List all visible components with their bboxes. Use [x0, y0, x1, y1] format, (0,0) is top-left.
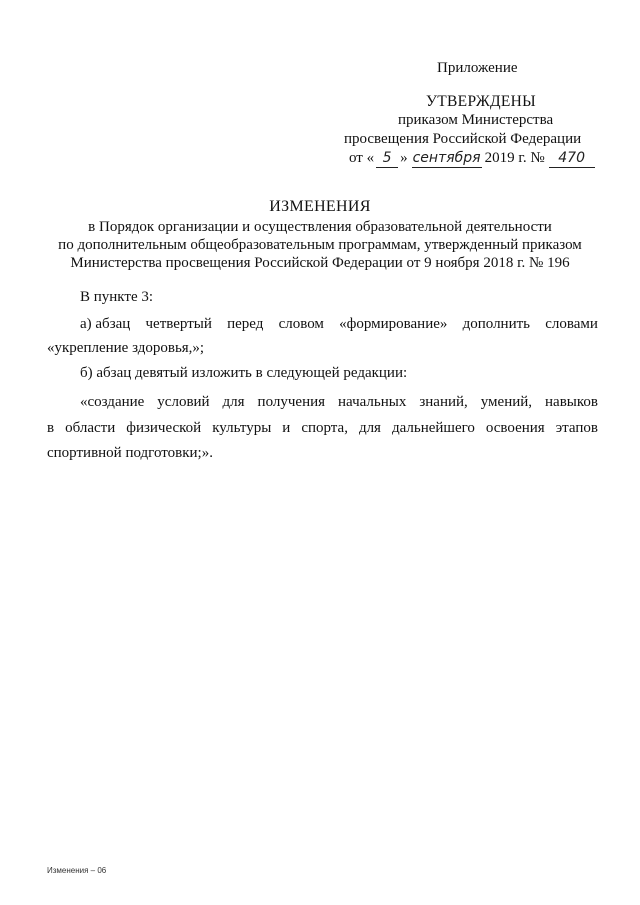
quote-line-3: спортивной подготовки;».: [47, 445, 213, 461]
word: освоения: [485, 420, 545, 436]
quote-line-2: [47, 420, 598, 437]
word: дополнить: [462, 316, 531, 332]
item-a-line-2: «укрепление здоровья,»;: [47, 340, 205, 356]
date-year: 2019 г. №: [484, 150, 545, 166]
date-prefix: от «: [349, 150, 375, 166]
item-b-paragraph: б) абзац девятый изложить в следующей редакции:: [80, 365, 408, 381]
word: словом: [278, 316, 324, 332]
word: дальнейшего: [391, 420, 475, 436]
word: условий: [157, 394, 210, 410]
footer-label: Изменения – 06: [47, 866, 107, 875]
word: навыков: [545, 394, 598, 410]
handwritten-day: 5: [376, 150, 398, 168]
date-mid: »: [400, 150, 408, 166]
word: области: [65, 420, 116, 436]
document-subtitle-line-1: в Порядок организации и осуществления образовательной деятельности: [88, 219, 552, 235]
word: в: [47, 420, 55, 436]
order-line-2: просвещения Российской Федерации: [344, 131, 582, 147]
handwritten-month: сентября: [412, 150, 481, 166]
word: четвертый: [145, 316, 212, 332]
word: перед: [227, 316, 264, 332]
handwritten-order-number: 470: [549, 150, 595, 168]
order-date-line: [349, 150, 595, 168]
word: «формирование»: [339, 316, 448, 332]
word: словами: [545, 316, 598, 332]
word: а) абзац: [80, 316, 131, 332]
word: умений,: [480, 394, 533, 410]
document-title: ИЗМЕНЕНИЯ: [269, 198, 371, 215]
word: и: [282, 420, 291, 436]
order-line-1: приказом Министерства: [398, 112, 554, 128]
word: знаний,: [419, 394, 468, 410]
word: «создание: [80, 394, 145, 410]
word: для: [222, 394, 245, 410]
word: спорта,: [301, 420, 348, 436]
quote-line-1: [80, 394, 598, 411]
word: физической: [126, 420, 202, 436]
item-a-line-1: [80, 316, 598, 333]
word: культуры: [212, 420, 272, 436]
word: для: [358, 420, 381, 436]
word: получения: [257, 394, 326, 410]
document-subtitle-line-3: Министерства просвещения Российской Федерации от 9 ноября 2018 г. № 196: [70, 255, 570, 271]
word: начальных: [338, 394, 407, 410]
approved-stamp-heading: УТВЕРЖДЕНЫ: [426, 93, 536, 110]
intro-paragraph: В пункте 3:: [80, 289, 154, 305]
word: этапов: [555, 420, 598, 436]
annex-label: Приложение: [437, 60, 518, 76]
document-subtitle-line-2: по дополнительным общеобразовательным программам, утвержденный приказом: [58, 237, 582, 253]
